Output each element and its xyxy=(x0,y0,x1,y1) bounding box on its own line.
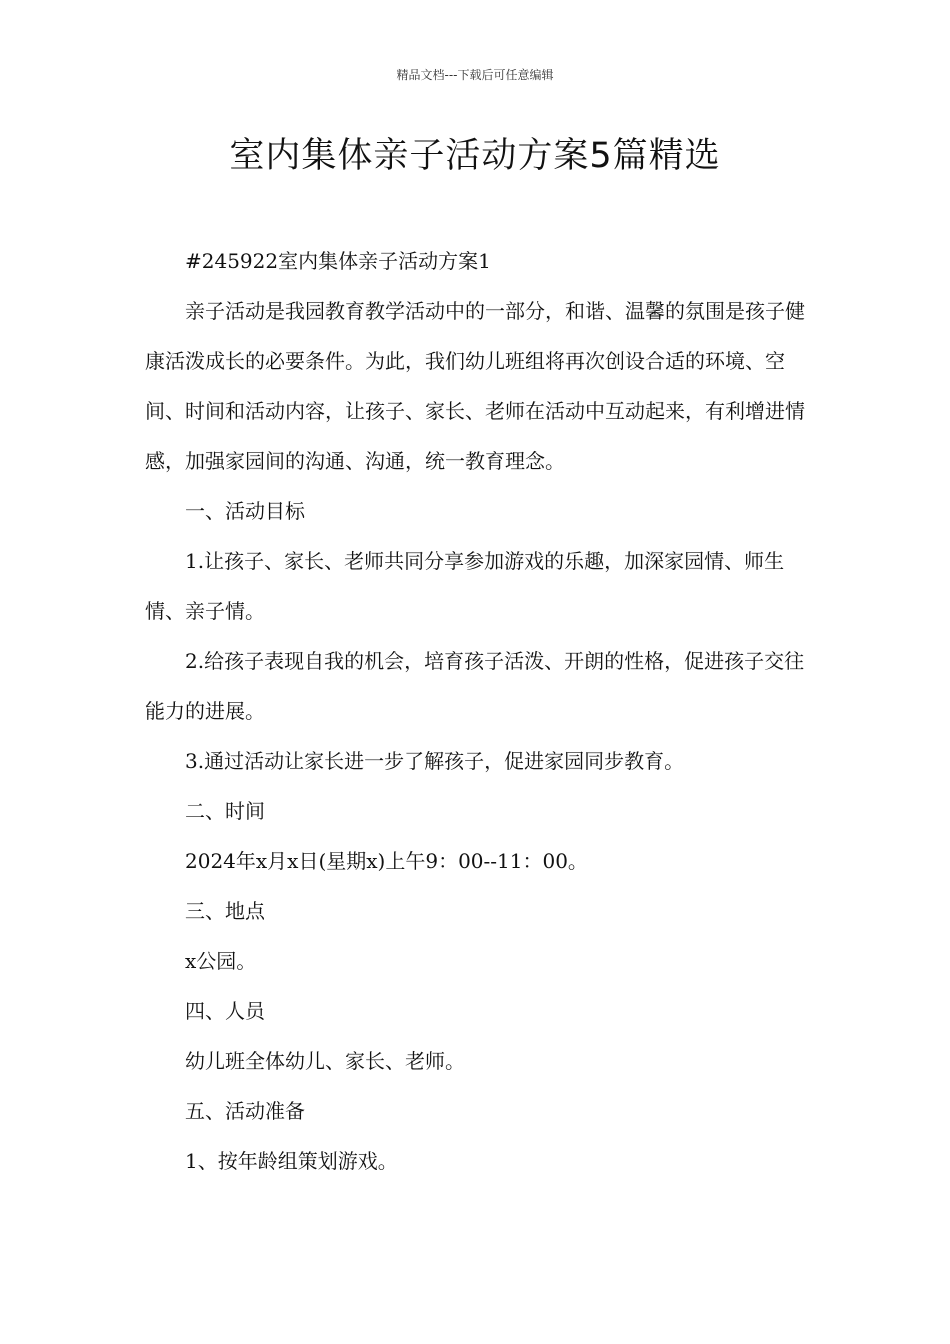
header-note: 精品文档---下载后可任意编辑 xyxy=(396,68,554,82)
heading-people: 四、人员 xyxy=(185,999,265,1023)
document-body xyxy=(145,236,815,1186)
section-heading: #245922室内集体亲子活动方案1 xyxy=(185,249,491,273)
location-detail: x公园。 xyxy=(185,949,257,973)
goal-item-1: 1.让孩子、家长、老师共同分享参加游戏的乐趣，加深家园情、师生情、亲子情。 xyxy=(145,549,785,623)
heading-goals: 一、活动目标 xyxy=(185,499,305,523)
goal-item-2: 2.给孩子表现自我的机会，培育孩子活泼、开朗的性格，促进孩子交往能力的进展。 xyxy=(145,649,805,723)
preparation-item-1: 1、按年龄组策划游戏。 xyxy=(185,1149,398,1173)
heading-time: 二、时间 xyxy=(185,799,265,823)
people-detail: 幼儿班全体幼儿、家长、老师。 xyxy=(185,1049,465,1073)
heading-location: 三、地点 xyxy=(185,899,265,923)
goal-item-3: 3.通过活动让家长进一步了解孩子，促进家园同步教育。 xyxy=(185,749,685,773)
heading-preparation: 五、活动准备 xyxy=(185,1099,305,1123)
document-title: 室内集体亲子活动方案5篇精选 xyxy=(229,136,721,176)
time-detail: 2024年x月x日(星期x)上午9：00--11：00。 xyxy=(185,849,588,873)
intro-paragraph: 亲子活动是我园教育教学活动中的一部分，和谐、温馨的氛围是孩子健康活泼成长的必要条件。为此，我们幼儿班组将再次创设合适的环境、空间、时间和活动内容，让孩子、家长、老师在活动中互动起来，有利增进情感，加强家园间的沟通、沟通，统一教育理念。 xyxy=(145,299,805,473)
